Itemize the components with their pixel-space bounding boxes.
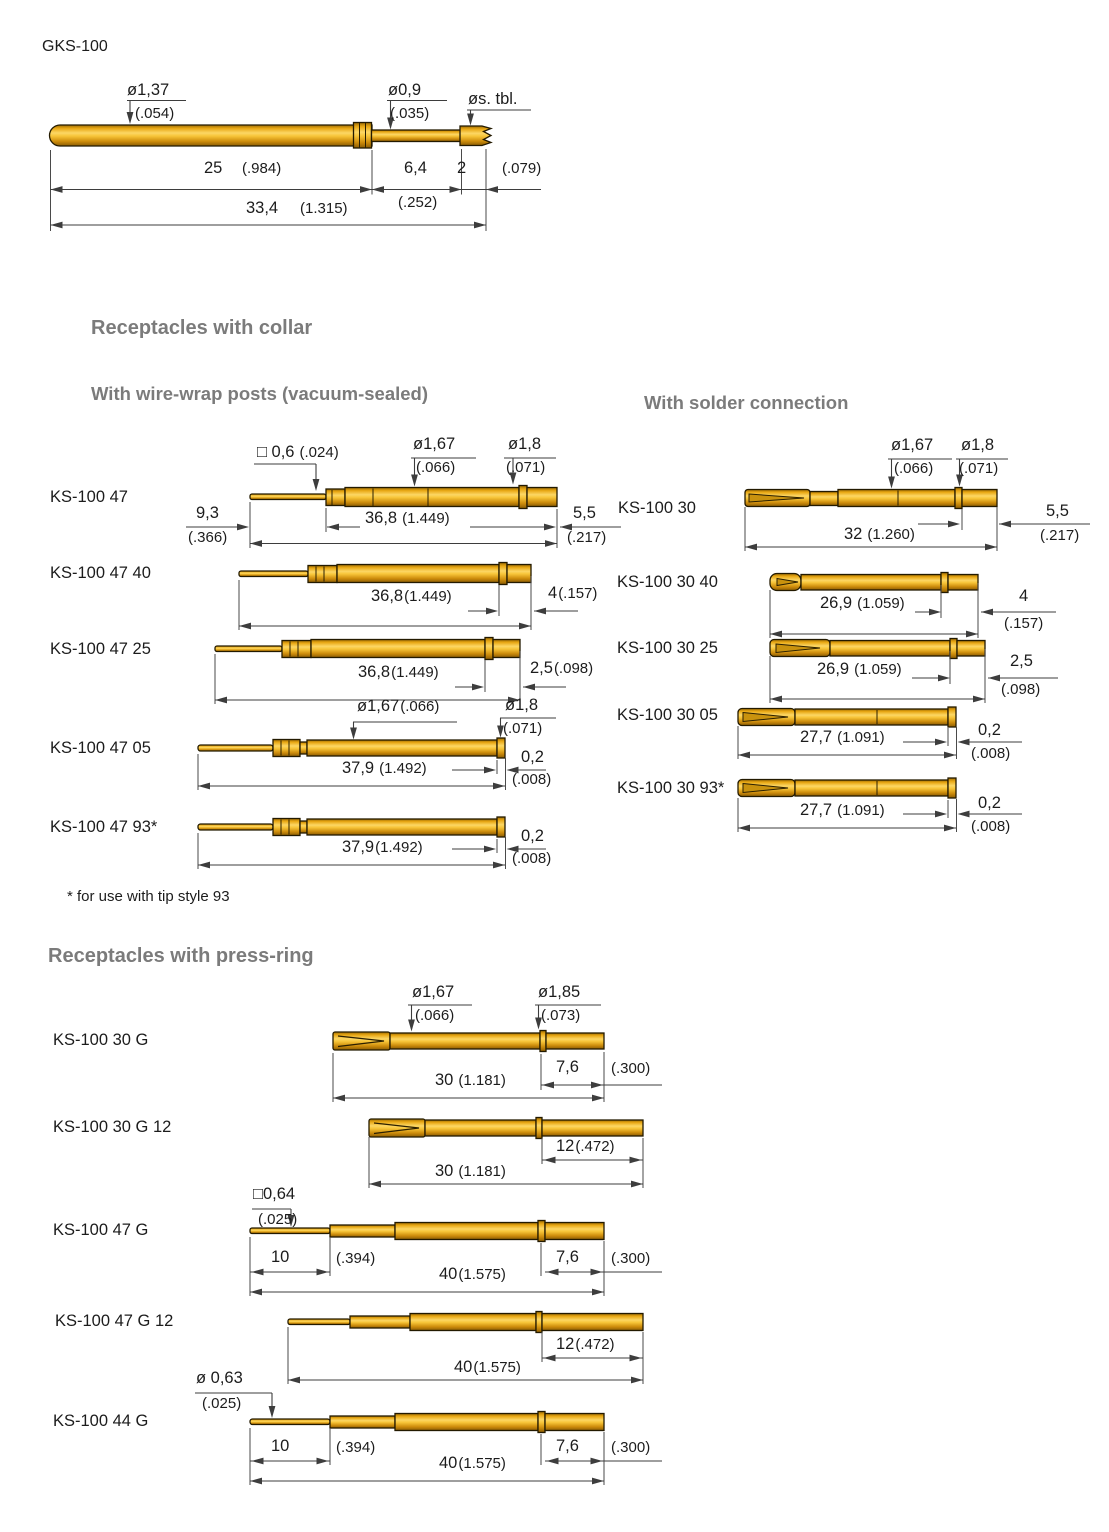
- dim-left-inch: (.366): [188, 529, 228, 546]
- dim-length1: 25: [204, 159, 223, 177]
- dim-dia1-inch: (.066): [415, 1007, 455, 1024]
- dim-left-inch: (.394): [336, 1439, 376, 1456]
- dim-length: 36,8(1.449): [358, 663, 439, 681]
- dim-dia2-inch: (.073): [541, 1007, 581, 1024]
- dim-square-post: □0,64: [253, 1185, 296, 1203]
- dim-right: 4(.157): [548, 584, 598, 602]
- dim-left: 9,3: [196, 504, 219, 522]
- row-label: KS-100 47 G: [53, 1221, 149, 1239]
- dim-right: 0,2: [978, 794, 1001, 812]
- dim-left-inch: (.394): [336, 1250, 376, 1267]
- row-label: KS-100 47 40: [50, 564, 151, 582]
- dim-length: 27,7 (1.091): [800, 728, 885, 746]
- row-label: KS-100 30: [618, 499, 696, 517]
- dim-right: 12(.472): [556, 1335, 615, 1353]
- dim-round-post: ø 0,63: [196, 1369, 243, 1387]
- dim-right: 2,5(.098): [530, 659, 594, 677]
- dim-length: 36,8 (1.449): [365, 509, 450, 527]
- dim-right: 7,6: [556, 1248, 579, 1266]
- row-label: KS-100 47 93*: [50, 818, 158, 836]
- dim-length: 26,9 (1.059): [820, 594, 905, 612]
- dim-length: 30 (1.181): [435, 1071, 506, 1089]
- dim-right-inch: (.217): [1040, 527, 1080, 544]
- dim-right-inch: (.157): [1004, 615, 1044, 632]
- dim-right-inch: (.008): [971, 745, 1011, 762]
- dim-left: 10: [271, 1437, 290, 1455]
- row-label: KS-100 30 25: [617, 639, 718, 657]
- dim-dia2: ø1,8: [961, 436, 995, 454]
- row-label: KS-100 44 G: [53, 1412, 149, 1430]
- dim-dia1: ø1,67(.066): [357, 697, 440, 715]
- dim-round-post-inch: (.025): [202, 1395, 242, 1412]
- dim-right: 12(.472): [556, 1137, 615, 1155]
- footnote-tip-style: * for use with tip style 93: [67, 888, 230, 905]
- dim-left: 10: [271, 1248, 290, 1266]
- row-label: KS-100 30 93*: [617, 779, 725, 797]
- dim-dia2: ø1,85: [538, 983, 581, 1001]
- heading-pressring: Receptacles with press-ring: [48, 945, 314, 967]
- row-label: KS-100 30 05: [617, 706, 718, 724]
- dim-length: 36,8(1.449): [371, 587, 452, 605]
- dim-dia2-inch: (.071): [959, 460, 999, 477]
- dim-right: 0,2: [978, 721, 1001, 739]
- heading-solder: With solder connection: [644, 392, 849, 413]
- dim-dia1: ø1,67: [891, 436, 934, 454]
- dim-right-inch: (.008): [512, 771, 552, 788]
- dim-length3-inch: (.079): [502, 160, 542, 177]
- dim-dia3: øs. tbl.: [468, 90, 518, 108]
- dim-right-inch: (.300): [611, 1060, 651, 1077]
- dim-right: 0,2: [521, 748, 544, 766]
- dim-right-inch: (.098): [1001, 681, 1041, 698]
- dim-dia1: ø1,67: [412, 983, 455, 1001]
- dim-square-post-inch: (.025): [258, 1211, 298, 1228]
- dim-dia1: ø1,67: [413, 435, 456, 453]
- dim-dia1-inch: (.066): [894, 460, 934, 477]
- dim-length2: 6,4: [404, 159, 427, 177]
- dim-right: 7,6: [556, 1058, 579, 1076]
- heading-wirewrap: With wire-wrap posts (vacuum-sealed): [91, 383, 429, 404]
- row-label: KS-100 47: [50, 488, 128, 506]
- dim-dia1: ø1,37: [127, 81, 170, 99]
- row-label: KS-100 30 40: [617, 573, 718, 591]
- dim-right-inch: (.300): [611, 1439, 651, 1456]
- dim-right: 0,2: [521, 827, 544, 845]
- dim-right-inch: (.300): [611, 1250, 651, 1267]
- row-label: KS-100 47 05: [50, 739, 151, 757]
- row-label: KS-100 47 G 12: [55, 1312, 174, 1330]
- dim-dia2: ø0,9: [388, 81, 422, 99]
- dim-length: 37,9 (1.492): [342, 759, 427, 777]
- dim-dia1-inch: (.054): [135, 105, 175, 122]
- dim-dia2: ø1,8: [505, 696, 539, 714]
- dim-length: 40(1.575): [439, 1454, 506, 1472]
- dim-right-inch: (.217): [567, 529, 607, 546]
- dim-right: 5,5: [1046, 502, 1069, 520]
- dim-right-inch: (.008): [512, 850, 552, 867]
- dim-length: 32 (1.260): [844, 525, 915, 543]
- dim-length1-inch: (.984): [242, 160, 282, 177]
- dim-dia1-inch: (.066): [416, 459, 456, 476]
- dim-length3: 2: [457, 159, 467, 177]
- dim-length: 37,9(1.492): [342, 838, 423, 856]
- dim-right: 4: [1019, 587, 1029, 605]
- row-label: KS-100 30 G: [53, 1031, 149, 1049]
- dim-right: 7,6: [556, 1437, 579, 1455]
- dim-right: 5,5: [573, 504, 596, 522]
- row-label: KS-100 30 G 12: [53, 1118, 172, 1136]
- dim-dia2: ø1,8: [508, 435, 542, 453]
- dim-right-inch: (.008): [971, 818, 1011, 835]
- dim-right: 2,5: [1010, 652, 1033, 670]
- dim-dia2-inch: (.035): [390, 105, 430, 122]
- dim-length2-inch: (.252): [398, 194, 438, 211]
- dim-length: 27,7 (1.091): [800, 801, 885, 819]
- row-label: KS-100 47 25: [50, 640, 151, 658]
- heading-receptacles-collar: Receptacles with collar: [91, 317, 313, 339]
- dim-length: 40(1.575): [439, 1265, 506, 1283]
- dim-length: 40(1.575): [454, 1358, 521, 1376]
- page-title: GKS-100: [42, 38, 108, 55]
- dim-total-inch: (1.315): [300, 200, 348, 217]
- dim-dia2-inch: (.071): [506, 459, 546, 476]
- dim-total: 33,4: [246, 199, 279, 217]
- dim-square-post: □ 0,6 (.024): [257, 443, 339, 461]
- dim-length: 26,9 (1.059): [817, 660, 902, 678]
- dim-length: 30 (1.181): [435, 1162, 506, 1180]
- dim-dia2-inch: (.071): [503, 720, 543, 737]
